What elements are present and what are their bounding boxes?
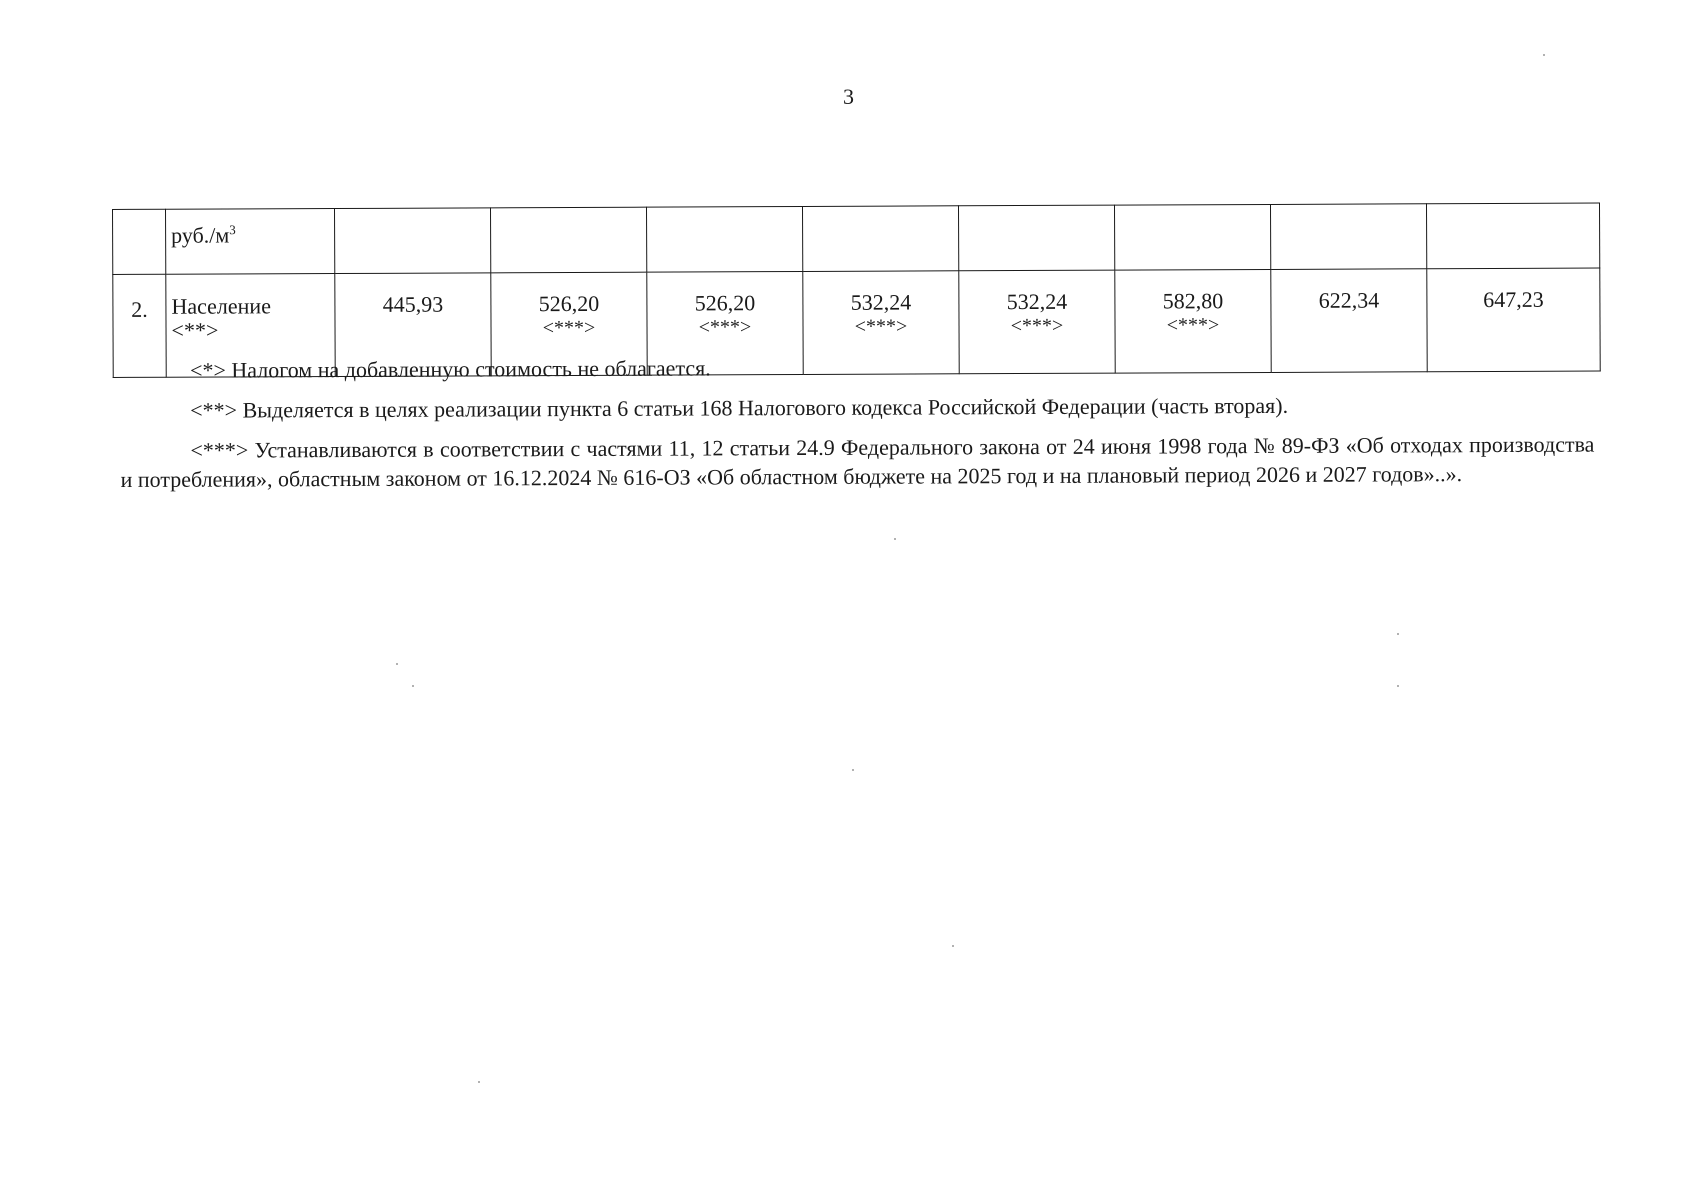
value-cell xyxy=(958,205,1114,271)
scan-speck xyxy=(412,685,414,687)
unit-cell xyxy=(166,209,335,275)
scan-speck xyxy=(894,538,896,540)
tariff-value: 582,80 xyxy=(1162,288,1224,314)
value-cell xyxy=(1426,203,1599,269)
value-cell xyxy=(1114,204,1270,270)
scan-speck xyxy=(396,663,398,665)
tariff-value: 622,34 xyxy=(1318,287,1380,313)
table-row-unit xyxy=(113,203,1600,274)
tariff-note: <***> xyxy=(542,316,596,340)
tariff-value: 526,20 xyxy=(694,290,756,316)
tariff-value: 445,93 xyxy=(382,291,444,317)
row-number-cell: 2. xyxy=(113,274,166,377)
value-cell xyxy=(802,206,958,272)
footnote-federal-law: <***> Устанавливаются в соответствии с частями 11, 12 статьи 24.9 Федерального закона от 24 июня 1998 года № 89-ФЗ «Об отходах производства и потребления», областным законом от 16.12.2024 № 616-ОЗ «Об областном бюджете на 2025 год и на плановый период 2026 и 2027 годов»..». xyxy=(120,431,1595,492)
row-label: Население xyxy=(171,293,271,319)
tariff-note: <***> xyxy=(698,316,752,339)
tariff-value: 532,24 xyxy=(850,289,912,315)
scan-speck xyxy=(952,945,954,947)
scan-speck xyxy=(852,769,854,771)
tariff-note xyxy=(1427,313,1599,314)
unit-text: руб./м xyxy=(171,222,230,248)
footnote-tax-code: <**> Выделяется в целях реализации пункта 6 статьи 168 Налогового кодекса Российской Федерации (часть вторая). xyxy=(190,392,1289,423)
tariff-value: 526,20 xyxy=(538,290,600,317)
tariff-note: <***> xyxy=(1010,314,1064,338)
footnote-vat: <*> Налогом на добавленную стоимость не облагается. xyxy=(190,355,711,383)
scan-speck xyxy=(1397,685,1399,687)
row-label-note: <**> xyxy=(171,317,219,343)
scan-speck xyxy=(1397,633,1399,635)
page-number xyxy=(0,84,1697,110)
footnotes xyxy=(120,350,1595,504)
tariff-value: 532,24 xyxy=(1006,288,1068,315)
tariff-note: <***> xyxy=(854,315,908,338)
scan-speck xyxy=(1543,54,1545,56)
tariff-note xyxy=(1271,313,1426,314)
row-number-cell xyxy=(113,209,166,274)
page-number-text: 3 xyxy=(843,84,854,109)
tariff-note xyxy=(335,317,490,318)
scan-speck xyxy=(478,1081,480,1083)
tariff-note: <***> xyxy=(1166,314,1220,337)
tariff-value: 647,23 xyxy=(1483,286,1544,313)
value-cell xyxy=(646,206,802,272)
unit-superscript: 3 xyxy=(229,222,236,238)
value-cell xyxy=(490,207,646,273)
value-cell xyxy=(335,208,491,274)
value-cell xyxy=(1270,204,1426,270)
